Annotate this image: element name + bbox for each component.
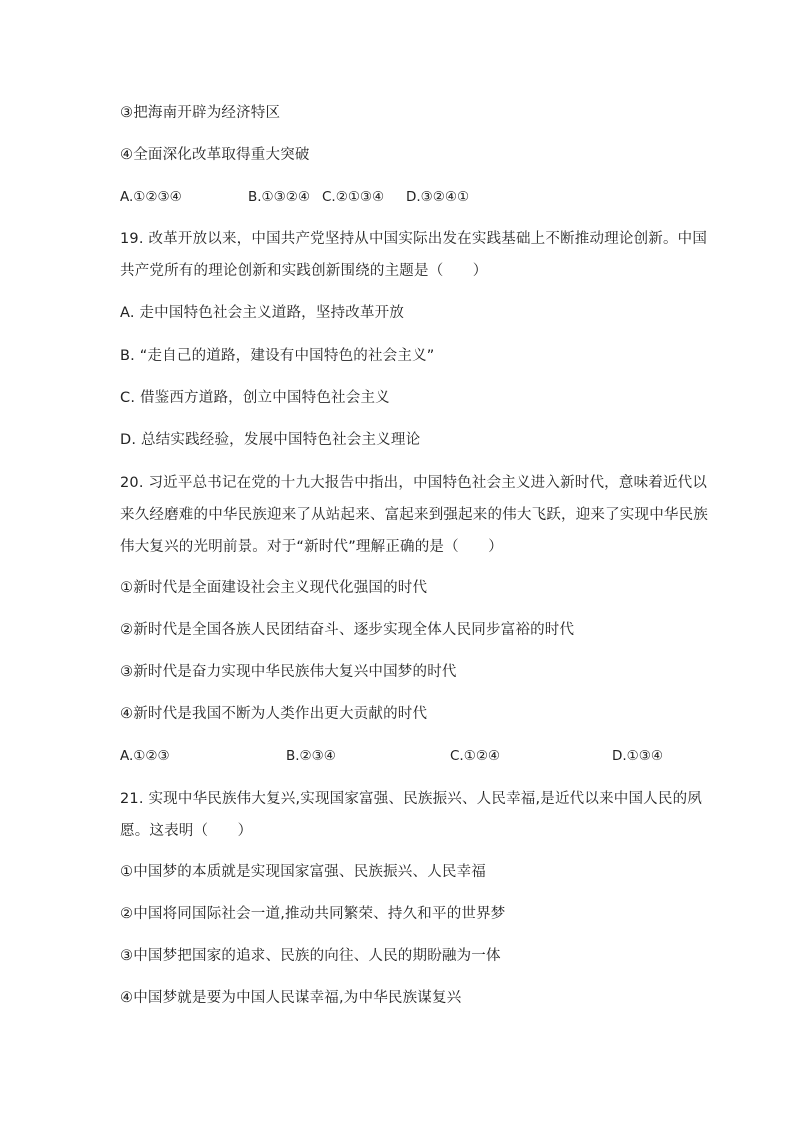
q21-stem-line-1: 21. 实现中华民族伟大复兴,实现国家富强、民族振兴、人民幸福,是近代以来中国人民的夙 [120,791,702,807]
q21-item-3: ③中国梦把国家的追求、民族的向往、人民的期盼融为一体 [120,948,501,964]
q20-option-d: D.①③④ [612,748,663,764]
q20-item-1: ①新时代是全面建设社会主义现代化强国的时代 [120,580,428,596]
q20-stem-line-1: 20. 习近平总书记在党的十九大报告中指出，中国特色社会主义进入新时代，意味着近代以 [120,475,708,491]
q20-item-3: ③新时代是奋力实现中华民族伟大复兴中国梦的时代 [120,664,457,680]
q20-stem-line-3: 伟大复兴的光明前景。对于“新时代”理解正确的是（ ） [120,539,503,555]
q21-stem-line-2: 愿。这表明（ ） [120,823,253,839]
q21-item-4: ④中国梦就是要为中国人民谋幸福,为中华民族谋复兴 [120,990,462,1006]
q20-option-b: B.②③④ [286,748,336,764]
q20-item-4: ④新时代是我国不断为人类作出更大贡献的时代 [120,706,428,722]
q18-option-d: D.③②④① [406,189,470,205]
q19-option-c: C. 借鉴西方道路，创立中国特色社会主义 [120,390,390,406]
q20-option-a: A.①②③ [120,748,170,764]
q20-option-c: C.①②④ [450,748,501,764]
q19-option-b: B. “走自己的道路，建设有中国特色的社会主义” [120,348,435,364]
q19-stem-line-2: 共产党所有的理论创新和实践创新围绕的主题是（ ） [120,263,488,279]
q18-option-a: A.①②③④ [120,189,182,205]
q18-item-4: ④全面深化改革取得重大突破 [120,147,310,163]
q20-item-2: ②新时代是全国各族人民团结奋斗、逐步实现全体人民同步富裕的时代 [120,622,575,638]
q18-option-b: B.①③②④ [248,189,310,205]
q20-stem-line-2: 来久经磨难的中华民族迎来了从站起来、富起来到强起来的伟大飞跃，迎来了实现中华民族 [120,507,708,523]
q18-item-3: ③把海南开辟为经济特区 [120,105,281,121]
q19-option-a: A. 走中国特色社会主义道路，坚持改革开放 [120,305,405,321]
q18-option-c: C.②①③④ [322,189,385,205]
q19-stem-line-1: 19. 改革开放以来，中国共产党坚持从中国实际出发在实践基础上不断推动理论创新。中国 [120,231,708,247]
q21-item-1: ①中国梦的本质就是实现国家富强、民族振兴、人民幸福 [120,864,486,880]
q21-item-2: ②中国将同国际社会一道,推动共同繁荣、持久和平的世界梦 [120,906,506,922]
q19-option-d: D. 总结实践经验，发展中国特色社会主义理论 [120,432,421,448]
